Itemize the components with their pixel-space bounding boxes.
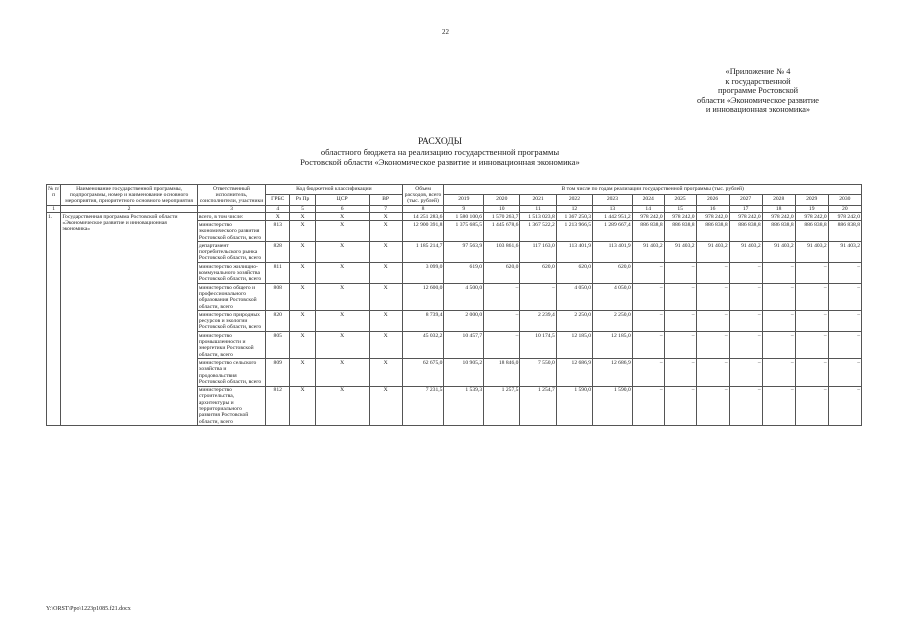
year-value-cell: 620,0 — [520, 263, 556, 284]
year-value-cell: 91 403,2 — [696, 242, 729, 263]
year-value-cell: – — [729, 332, 762, 359]
year-value-cell: 4 050,0 — [556, 284, 592, 311]
year-value-cell: – — [828, 284, 861, 311]
file-path-footer: Y:\ORST\Ppo\1223p1085.f21.docx — [46, 606, 131, 612]
column-number: 1 — [47, 205, 61, 212]
column-number: 16 — [696, 205, 729, 212]
csr-cell: Х — [315, 386, 369, 426]
year-value-cell: – — [729, 311, 762, 332]
year-value-cell: 91 403,2 — [729, 242, 762, 263]
year-value-cell: 978 242,0 — [729, 213, 762, 221]
year-value-cell: – — [795, 386, 828, 426]
year-value-cell: 2 250,0 — [556, 311, 592, 332]
year-value-cell: 1 257,5 — [484, 386, 520, 426]
vr-cell: Х — [369, 332, 402, 359]
year-value-cell: 4 050,0 — [593, 284, 633, 311]
year-value-cell: 1 289 667,4 — [593, 221, 633, 242]
csr-cell: Х — [315, 332, 369, 359]
column-number: 6 — [315, 205, 369, 212]
grbs-cell: Х — [266, 213, 290, 221]
header-year: 2025 — [664, 195, 696, 205]
year-value-cell: – — [828, 311, 861, 332]
year-value-cell: – — [632, 263, 664, 284]
year-value-cell: 1 254,7 — [520, 386, 556, 426]
year-value-cell: 1 213 966,5 — [556, 221, 592, 242]
total-cell: 45 032,2 — [402, 332, 444, 359]
year-value-cell: – — [664, 263, 696, 284]
executor-cell: министерство жилищно-коммунального хозяйства Ростовской области, всего — [197, 263, 265, 284]
column-number: 20 — [828, 205, 861, 212]
year-value-cell: – — [795, 311, 828, 332]
appendix-line: программе Ростовской — [717, 86, 799, 96]
header-name: Наименование государственной программы, подпрограммы, номер и наименование основного мероприятия, приоритетного основного мероприятия — [61, 185, 198, 206]
year-value-cell: – — [762, 284, 795, 311]
year-value-cell: 10 174,5 — [520, 332, 556, 359]
year-value-cell: 1 367 250,3 — [556, 213, 592, 221]
year-value-cell: – — [664, 284, 696, 311]
column-number: 5 — [290, 205, 315, 212]
total-cell: 7 231,5 — [402, 386, 444, 426]
year-value-cell: 18 846,0 — [484, 359, 520, 386]
year-value-cell: 886 838,8 — [762, 221, 795, 242]
vr-cell: Х — [369, 386, 402, 426]
document-title-block — [240, 137, 640, 167]
year-value-cell: 113 401,9 — [593, 242, 633, 263]
vr-cell: Х — [369, 284, 402, 311]
year-value-cell: 1 367 522,2 — [520, 221, 556, 242]
total-cell: 12 900 391,8 — [402, 221, 444, 242]
year-value-cell: – — [828, 263, 861, 284]
year-value-cell: 1 570 263,7 — [484, 213, 520, 221]
column-number: 10 — [484, 205, 520, 212]
column-number: 12 — [556, 205, 592, 212]
year-value-cell: – — [795, 332, 828, 359]
rzpr-cell: Х — [290, 242, 315, 263]
page-number: 22 — [442, 28, 449, 36]
rzpr-cell: Х — [290, 386, 315, 426]
year-value-cell: 1 375 685,5 — [444, 221, 484, 242]
grbs-cell: 809 — [266, 359, 290, 386]
year-value-cell: 2 239,4 — [520, 311, 556, 332]
column-number: 13 — [593, 205, 633, 212]
appendix-header — [660, 67, 856, 115]
column-number-row — [47, 205, 862, 212]
year-value-cell: – — [729, 359, 762, 386]
vr-cell: Х — [369, 242, 402, 263]
executor-cell: министерство общего и профессионального образования Ростовской области, всего — [197, 284, 265, 311]
header-year: 2027 — [729, 195, 762, 205]
column-number: 19 — [795, 205, 828, 212]
year-value-cell: – — [729, 284, 762, 311]
subtitle-line: Ростовской области «Экономическое развитие и инновационная экономика» — [300, 157, 580, 167]
grbs-cell: 811 — [266, 263, 290, 284]
column-number: 11 — [520, 205, 556, 212]
year-value-cell: – — [762, 386, 795, 426]
year-value-cell: 1 445 678,6 — [484, 221, 520, 242]
year-value-cell: 978 242,0 — [632, 213, 664, 221]
header-year: 2019 — [444, 195, 484, 205]
year-value-cell: 1 580 100,6 — [444, 213, 484, 221]
header-grbs: ГРБС — [266, 195, 290, 205]
total-cell: 14 251 283,6 — [402, 213, 444, 221]
year-value-cell: – — [828, 359, 861, 386]
column-number: 3 — [197, 205, 265, 212]
appendix-line: «Приложение № 4 — [725, 67, 791, 76]
header-year: 2022 — [556, 195, 592, 205]
year-value-cell: 12 185,0 — [593, 332, 633, 359]
column-number: 2 — [61, 205, 198, 212]
year-value-cell: 886 838,8 — [795, 221, 828, 242]
year-value-cell: 1 590,0 — [556, 386, 592, 426]
header-total: Объем расходов, всего (тыс. рублей) — [402, 185, 444, 206]
year-value-cell: – — [828, 332, 861, 359]
grbs-cell: 828 — [266, 242, 290, 263]
year-value-cell: 4 500,0 — [444, 284, 484, 311]
executor-cell: министерство экономического развития Ростовской области, всего — [197, 221, 265, 242]
year-value-cell: – — [664, 386, 696, 426]
year-value-cell: 978 242,0 — [696, 213, 729, 221]
year-value-cell: – — [696, 311, 729, 332]
year-value-cell: 620,0 — [556, 263, 592, 284]
year-value-cell: 91 403,2 — [762, 242, 795, 263]
header-year: 2028 — [762, 195, 795, 205]
expenses-table — [46, 184, 862, 426]
table-body — [47, 213, 862, 426]
year-value-cell: – — [696, 359, 729, 386]
csr-cell: Х — [315, 242, 369, 263]
year-value-cell: 978 242,0 — [762, 213, 795, 221]
grbs-cell: 812 — [266, 386, 290, 426]
year-value-cell: – — [664, 311, 696, 332]
year-value-cell: – — [632, 311, 664, 332]
column-number: 18 — [762, 205, 795, 212]
year-value-cell: – — [632, 359, 664, 386]
vr-cell: Х — [369, 221, 402, 242]
table-row — [47, 213, 862, 221]
year-value-cell: 1 442 951,2 — [593, 213, 633, 221]
year-value-cell: – — [696, 263, 729, 284]
year-value-cell: 103 861,6 — [484, 242, 520, 263]
header-year: 2024 — [632, 195, 664, 205]
year-value-cell: – — [632, 332, 664, 359]
grbs-cell: 820 — [266, 311, 290, 332]
appendix-line: области «Экономическое развитие — [697, 95, 819, 105]
rzpr-cell: Х — [290, 263, 315, 284]
year-value-cell: 10 905,2 — [444, 359, 484, 386]
year-value-cell: 12 185,0 — [556, 332, 592, 359]
year-value-cell: 886 838,8 — [696, 221, 729, 242]
rzpr-cell: Х — [290, 359, 315, 386]
column-number: 4 — [266, 205, 290, 212]
year-value-cell: 2 000,0 — [444, 311, 484, 332]
executor-cell: министерство природных ресурсов и экологии Ростовской области, всего — [197, 311, 265, 332]
year-value-cell: – — [484, 332, 520, 359]
year-value-cell: – — [520, 284, 556, 311]
header-year: 2026 — [696, 195, 729, 205]
year-value-cell: – — [696, 332, 729, 359]
csr-cell: Х — [315, 263, 369, 284]
column-number: 8 — [402, 205, 444, 212]
year-value-cell: 978 242,0 — [664, 213, 696, 221]
header-rzpr: Рз Пр — [290, 195, 315, 205]
year-value-cell: – — [696, 284, 729, 311]
year-value-cell: 886 838,8 — [664, 221, 696, 242]
year-value-cell: 91 403,2 — [795, 242, 828, 263]
executor-cell: министерство сельского хозяйства и продовольствия Ростовской области, всего — [197, 359, 265, 386]
header-num: № п/п — [47, 185, 61, 206]
rzpr-cell: Х — [290, 311, 315, 332]
year-value-cell: – — [632, 284, 664, 311]
year-value-cell: 619,0 — [444, 263, 484, 284]
program-name: Государственная программа Ростовской области «Экономическое развитие и инновационная экономика» — [61, 213, 198, 426]
year-value-cell: 91 403,2 — [828, 242, 861, 263]
year-value-cell: 10 457,7 — [444, 332, 484, 359]
document-subtitle — [240, 147, 640, 167]
year-value-cell: – — [762, 332, 795, 359]
csr-cell: Х — [315, 221, 369, 242]
column-number: 7 — [369, 205, 402, 212]
appendix-line: и инновационная экономика» — [705, 105, 811, 115]
year-value-cell: – — [762, 263, 795, 284]
grbs-cell: 813 — [266, 221, 290, 242]
header-budget-codes: Код бюджетной классификации — [266, 185, 403, 195]
executor-cell: всего, в том числе: — [197, 213, 265, 221]
year-value-cell: – — [664, 359, 696, 386]
year-value-cell: 2 250,0 — [593, 311, 633, 332]
year-value-cell: 12 686,9 — [556, 359, 592, 386]
year-value-cell: 12 686,9 — [593, 359, 633, 386]
year-value-cell: 620,0 — [593, 263, 633, 284]
total-cell: 8 739,4 — [402, 311, 444, 332]
column-number: 15 — [664, 205, 696, 212]
header-csr: ЦСР — [315, 195, 369, 205]
program-number: 1. — [47, 213, 61, 426]
rzpr-cell: Х — [290, 284, 315, 311]
year-value-cell: 113 401,9 — [556, 242, 592, 263]
year-value-cell: – — [795, 263, 828, 284]
executor-cell: министерство строительства, архитектуры и территориального развития Ростовской области, всего — [197, 386, 265, 426]
executor-cell: министерство промышленности и энергетики Ростовской области, всего — [197, 332, 265, 359]
vr-cell: Х — [369, 213, 402, 221]
year-value-cell: 620,0 — [484, 263, 520, 284]
column-number: 17 — [729, 205, 762, 212]
total-cell: 3 099,0 — [402, 263, 444, 284]
header-year: 2029 — [795, 195, 828, 205]
csr-cell: Х — [315, 359, 369, 386]
year-value-cell: 117 163,0 — [520, 242, 556, 263]
header-vr: ВР — [369, 195, 402, 205]
total-cell: 62 675,0 — [402, 359, 444, 386]
year-value-cell: – — [729, 263, 762, 284]
column-number: 9 — [444, 205, 484, 212]
year-value-cell: 97 563,9 — [444, 242, 484, 263]
year-value-cell: – — [729, 386, 762, 426]
csr-cell: Х — [315, 284, 369, 311]
header-year: 2030 — [828, 195, 861, 205]
year-value-cell: – — [632, 386, 664, 426]
header-row-1 — [47, 185, 862, 195]
year-value-cell: – — [484, 284, 520, 311]
header-year: 2023 — [593, 195, 633, 205]
total-cell: 12 600,0 — [402, 284, 444, 311]
rzpr-cell: Х — [290, 332, 315, 359]
year-value-cell: 91 403,2 — [664, 242, 696, 263]
year-value-cell: 1 513 023,8 — [520, 213, 556, 221]
header-year: 2020 — [484, 195, 520, 205]
column-number: 14 — [632, 205, 664, 212]
grbs-cell: 808 — [266, 284, 290, 311]
year-value-cell: 91 403,2 — [632, 242, 664, 263]
header-executor: Ответственный исполнитель, соисполнители, участники — [197, 185, 265, 206]
year-value-cell: – — [795, 359, 828, 386]
year-value-cell: 1 590,0 — [593, 386, 633, 426]
year-value-cell: – — [828, 386, 861, 426]
year-value-cell: – — [696, 386, 729, 426]
grbs-cell: 805 — [266, 332, 290, 359]
executor-cell: департамент потребительского рынка Ростовской области, всего — [197, 242, 265, 263]
year-value-cell: 886 838,8 — [729, 221, 762, 242]
year-value-cell: – — [664, 332, 696, 359]
appendix-line: к государственной — [725, 76, 791, 86]
year-value-cell: 978 242,0 — [828, 213, 861, 221]
year-value-cell: – — [484, 311, 520, 332]
vr-cell: Х — [369, 359, 402, 386]
subtitle-line: областного бюджета на реализацию государственной программы — [320, 147, 560, 157]
vr-cell: Х — [369, 311, 402, 332]
year-value-cell: 886 838,8 — [828, 221, 861, 242]
year-value-cell: – — [762, 311, 795, 332]
total-cell: 1 185 214,7 — [402, 242, 444, 263]
document-title: РАСХОДЫ — [417, 137, 463, 147]
year-value-cell: – — [762, 359, 795, 386]
year-value-cell: 978 242,0 — [795, 213, 828, 221]
year-value-cell: – — [795, 284, 828, 311]
header-year: 2021 — [520, 195, 556, 205]
header-years-group: В том числе по годам реализации государственной программы (тыс. рублей) — [444, 185, 862, 195]
rzpr-cell: Х — [290, 221, 315, 242]
rzpr-cell: Х — [290, 213, 315, 221]
year-value-cell: 1 539,3 — [444, 386, 484, 426]
csr-cell: Х — [315, 213, 369, 221]
csr-cell: Х — [315, 311, 369, 332]
year-value-cell: 7 550,0 — [520, 359, 556, 386]
vr-cell: Х — [369, 263, 402, 284]
year-value-cell: 886 838,8 — [632, 221, 664, 242]
